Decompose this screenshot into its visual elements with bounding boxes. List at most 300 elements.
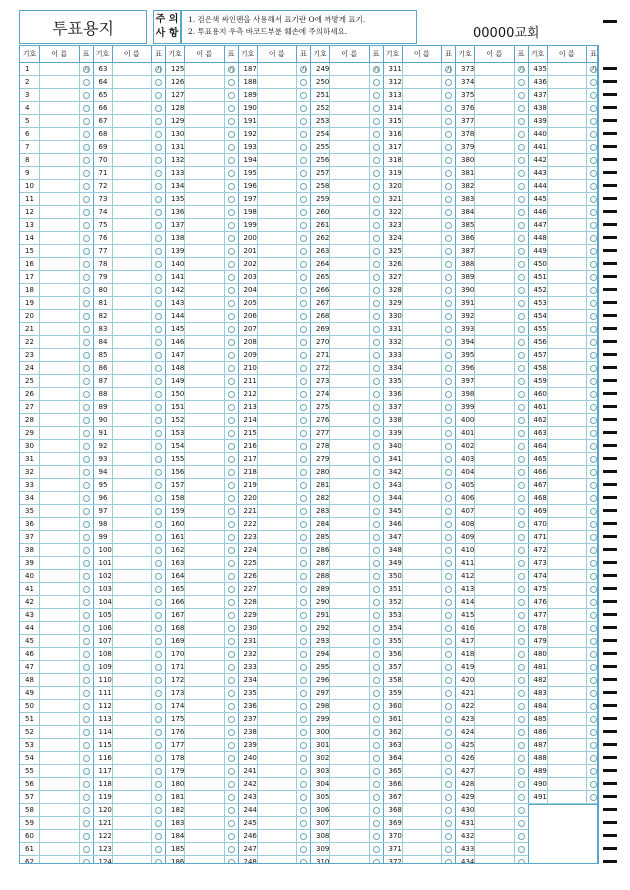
- mark-circle-icon[interactable]: [590, 196, 597, 203]
- mark-cell[interactable]: [514, 739, 528, 751]
- mark-cell[interactable]: [296, 531, 310, 543]
- mark-cell[interactable]: [369, 414, 383, 426]
- mark-circle-icon[interactable]: [590, 287, 597, 294]
- mark-cell[interactable]: [441, 206, 455, 218]
- mark-circle-icon[interactable]: [83, 404, 90, 411]
- mark-circle-icon[interactable]: [373, 79, 380, 86]
- mark-cell[interactable]: [369, 323, 383, 335]
- mark-circle-icon[interactable]: [300, 521, 307, 528]
- mark-cell[interactable]: [441, 570, 455, 582]
- mark-cell[interactable]: [296, 102, 310, 114]
- mark-cell[interactable]: [369, 141, 383, 153]
- mark-circle-icon[interactable]: [445, 859, 452, 865]
- mark-cell[interactable]: [514, 700, 528, 712]
- mark-circle-icon[interactable]: [155, 625, 162, 632]
- mark-circle-icon[interactable]: [83, 521, 90, 528]
- mark-circle-icon[interactable]: [373, 612, 380, 619]
- mark-cell[interactable]: [79, 219, 93, 231]
- mark-circle-icon[interactable]: [445, 677, 452, 684]
- mark-cell[interactable]: [79, 583, 93, 595]
- mark-circle-icon[interactable]: [300, 599, 307, 606]
- mark-circle-icon[interactable]: [373, 404, 380, 411]
- mark-circle-icon[interactable]: [373, 521, 380, 528]
- mark-circle-icon[interactable]: [300, 612, 307, 619]
- mark-cell[interactable]: [224, 726, 238, 738]
- mark-circle-icon[interactable]: [373, 768, 380, 775]
- mark-cell[interactable]: [369, 76, 383, 88]
- mark-circle-icon[interactable]: [518, 391, 525, 398]
- mark-cell[interactable]: [514, 63, 528, 75]
- mark-cell[interactable]: [514, 76, 528, 88]
- mark-circle-icon[interactable]: [83, 573, 90, 580]
- mark-circle-icon[interactable]: [83, 131, 90, 138]
- mark-cell[interactable]: [514, 115, 528, 127]
- mark-circle-icon[interactable]: [83, 742, 90, 749]
- mark-circle-icon[interactable]: [83, 105, 90, 112]
- mark-circle-icon[interactable]: [590, 560, 597, 567]
- mark-circle-icon[interactable]: [373, 274, 380, 281]
- mark-circle-icon[interactable]: [518, 469, 525, 476]
- mark-cell[interactable]: [514, 505, 528, 517]
- mark-circle-icon[interactable]: [590, 300, 597, 307]
- mark-cell[interactable]: [79, 258, 93, 270]
- mark-cell[interactable]: [514, 557, 528, 569]
- mark-cell[interactable]: [369, 596, 383, 608]
- mark-cell[interactable]: [514, 817, 528, 829]
- mark-circle-icon[interactable]: [300, 443, 307, 450]
- mark-cell[interactable]: [369, 310, 383, 322]
- mark-circle-icon[interactable]: [155, 794, 162, 801]
- mark-circle-icon[interactable]: [155, 586, 162, 593]
- mark-circle-icon[interactable]: [373, 456, 380, 463]
- mark-circle-icon[interactable]: [445, 495, 452, 502]
- mark-circle-icon[interactable]: [518, 235, 525, 242]
- mark-cell[interactable]: [441, 557, 455, 569]
- mark-circle-icon[interactable]: [300, 222, 307, 229]
- mark-cell[interactable]: [224, 739, 238, 751]
- mark-cell[interactable]: [441, 778, 455, 790]
- mark-circle-icon[interactable]: [518, 599, 525, 606]
- mark-circle-icon[interactable]: [445, 846, 452, 853]
- mark-circle-icon[interactable]: [445, 781, 452, 788]
- mark-circle-icon[interactable]: [155, 261, 162, 268]
- mark-cell[interactable]: [514, 89, 528, 101]
- mark-cell[interactable]: [224, 791, 238, 803]
- mark-circle-icon[interactable]: [518, 729, 525, 736]
- mark-cell[interactable]: [514, 362, 528, 374]
- mark-circle-icon[interactable]: [228, 820, 235, 827]
- mark-circle-icon[interactable]: [228, 768, 235, 775]
- mark-circle-icon[interactable]: [228, 729, 235, 736]
- mark-cell[interactable]: [441, 414, 455, 426]
- mark-cell[interactable]: [79, 102, 93, 114]
- mark-cell[interactable]: [296, 752, 310, 764]
- mark-circle-icon[interactable]: [300, 261, 307, 268]
- mark-cell[interactable]: [224, 440, 238, 452]
- mark-cell[interactable]: [441, 791, 455, 803]
- mark-cell[interactable]: [369, 726, 383, 738]
- mark-cell[interactable]: [441, 128, 455, 140]
- mark-circle-icon[interactable]: [518, 586, 525, 593]
- mark-cell[interactable]: [224, 570, 238, 582]
- mark-cell[interactable]: [369, 635, 383, 647]
- mark-cell[interactable]: [79, 596, 93, 608]
- mark-cell[interactable]: [441, 505, 455, 517]
- mark-cell[interactable]: [296, 765, 310, 777]
- mark-cell[interactable]: [369, 245, 383, 257]
- mark-cell[interactable]: [514, 622, 528, 634]
- mark-circle-icon[interactable]: [445, 144, 452, 151]
- mark-cell[interactable]: [224, 518, 238, 530]
- mark-cell[interactable]: [441, 180, 455, 192]
- mark-cell[interactable]: [514, 466, 528, 478]
- mark-cell[interactable]: [369, 492, 383, 504]
- mark-cell[interactable]: [441, 401, 455, 413]
- mark-cell[interactable]: [79, 349, 93, 361]
- mark-cell[interactable]: [514, 648, 528, 660]
- mark-cell[interactable]: [224, 648, 238, 660]
- mark-circle-icon[interactable]: [445, 755, 452, 762]
- mark-circle-icon[interactable]: [518, 781, 525, 788]
- mark-circle-icon[interactable]: [300, 482, 307, 489]
- mark-cell[interactable]: [224, 375, 238, 387]
- mark-cell[interactable]: [441, 752, 455, 764]
- mark-cell[interactable]: [514, 284, 528, 296]
- mark-circle-icon[interactable]: [590, 547, 597, 554]
- mark-cell[interactable]: [441, 453, 455, 465]
- mark-cell[interactable]: [441, 713, 455, 725]
- mark-circle-icon[interactable]: [228, 469, 235, 476]
- mark-circle-icon[interactable]: [155, 534, 162, 541]
- mark-circle-icon[interactable]: [83, 443, 90, 450]
- mark-circle-icon[interactable]: [590, 209, 597, 216]
- mark-circle-icon[interactable]: [300, 79, 307, 86]
- mark-cell[interactable]: [441, 76, 455, 88]
- mark-cell[interactable]: [79, 635, 93, 647]
- mark-cell[interactable]: [369, 401, 383, 413]
- mark-cell[interactable]: [151, 154, 165, 166]
- mark-circle-icon[interactable]: [373, 729, 380, 736]
- mark-cell[interactable]: [224, 557, 238, 569]
- mark-cell[interactable]: [296, 544, 310, 556]
- mark-cell[interactable]: [514, 518, 528, 530]
- mark-cell[interactable]: [296, 700, 310, 712]
- mark-cell[interactable]: [151, 388, 165, 400]
- mark-circle-icon[interactable]: [83, 300, 90, 307]
- mark-circle-icon[interactable]: [228, 859, 235, 865]
- mark-cell[interactable]: [441, 63, 455, 75]
- mark-cell[interactable]: [441, 167, 455, 179]
- mark-cell[interactable]: [514, 752, 528, 764]
- mark-circle-icon[interactable]: [445, 300, 452, 307]
- mark-circle-icon[interactable]: [300, 248, 307, 255]
- mark-circle-icon[interactable]: [373, 443, 380, 450]
- mark-cell[interactable]: [296, 180, 310, 192]
- mark-cell[interactable]: [224, 492, 238, 504]
- mark-circle-icon[interactable]: [228, 573, 235, 580]
- mark-cell[interactable]: [369, 466, 383, 478]
- mark-cell[interactable]: [369, 622, 383, 634]
- mark-cell[interactable]: [441, 492, 455, 504]
- mark-cell[interactable]: [151, 674, 165, 686]
- mark-cell[interactable]: [441, 843, 455, 855]
- mark-circle-icon[interactable]: [518, 846, 525, 853]
- mark-circle-icon[interactable]: [228, 144, 235, 151]
- mark-cell[interactable]: [514, 765, 528, 777]
- mark-cell[interactable]: [296, 440, 310, 452]
- mark-circle-icon[interactable]: [155, 560, 162, 567]
- mark-cell[interactable]: [79, 856, 93, 864]
- mark-circle-icon[interactable]: [445, 833, 452, 840]
- mark-cell[interactable]: [296, 206, 310, 218]
- mark-cell[interactable]: [79, 804, 93, 816]
- mark-circle-icon[interactable]: [83, 755, 90, 762]
- mark-circle-icon[interactable]: [300, 677, 307, 684]
- mark-cell[interactable]: [79, 206, 93, 218]
- mark-cell[interactable]: [151, 362, 165, 374]
- mark-cell[interactable]: [224, 245, 238, 257]
- mark-cell[interactable]: [514, 180, 528, 192]
- mark-circle-icon[interactable]: [155, 508, 162, 515]
- mark-cell[interactable]: [151, 791, 165, 803]
- mark-circle-icon[interactable]: [590, 378, 597, 385]
- mark-cell[interactable]: [369, 362, 383, 374]
- mark-circle-icon[interactable]: [445, 131, 452, 138]
- mark-cell[interactable]: [296, 687, 310, 699]
- mark-circle-icon[interactable]: [373, 560, 380, 567]
- mark-cell[interactable]: [441, 271, 455, 283]
- mark-circle-icon[interactable]: [83, 456, 90, 463]
- mark-cell[interactable]: [514, 154, 528, 166]
- mark-circle-icon[interactable]: [155, 495, 162, 502]
- mark-cell[interactable]: [224, 765, 238, 777]
- mark-circle-icon[interactable]: [228, 105, 235, 112]
- mark-circle-icon[interactable]: [445, 443, 452, 450]
- mark-circle-icon[interactable]: [155, 716, 162, 723]
- mark-circle-icon[interactable]: [445, 313, 452, 320]
- mark-circle-icon[interactable]: [300, 456, 307, 463]
- mark-cell[interactable]: [441, 479, 455, 491]
- mark-circle-icon[interactable]: [300, 170, 307, 177]
- mark-circle-icon[interactable]: [155, 183, 162, 190]
- mark-circle-icon[interactable]: [590, 313, 597, 320]
- mark-cell[interactable]: [151, 323, 165, 335]
- mark-cell[interactable]: [441, 648, 455, 660]
- mark-cell[interactable]: [224, 323, 238, 335]
- mark-cell[interactable]: [79, 466, 93, 478]
- mark-circle-icon[interactable]: [445, 651, 452, 658]
- mark-cell[interactable]: [224, 700, 238, 712]
- mark-circle-icon[interactable]: [83, 651, 90, 658]
- mark-cell[interactable]: [296, 635, 310, 647]
- mark-circle-icon[interactable]: [83, 417, 90, 424]
- mark-circle-icon[interactable]: [300, 755, 307, 762]
- mark-cell[interactable]: [151, 427, 165, 439]
- mark-cell[interactable]: [296, 570, 310, 582]
- mark-circle-icon[interactable]: [300, 625, 307, 632]
- mark-circle-icon[interactable]: [373, 807, 380, 814]
- mark-cell[interactable]: [514, 804, 528, 816]
- mark-cell[interactable]: [151, 193, 165, 205]
- mark-cell[interactable]: [151, 752, 165, 764]
- mark-cell[interactable]: [224, 830, 238, 842]
- mark-cell[interactable]: [224, 856, 238, 864]
- mark-circle-icon[interactable]: [373, 144, 380, 151]
- mark-circle-icon[interactable]: [590, 131, 597, 138]
- mark-cell[interactable]: [151, 336, 165, 348]
- mark-cell[interactable]: [514, 856, 528, 864]
- mark-circle-icon[interactable]: [300, 560, 307, 567]
- mark-cell[interactable]: [369, 336, 383, 348]
- mark-circle-icon[interactable]: [228, 703, 235, 710]
- mark-circle-icon[interactable]: [373, 235, 380, 242]
- mark-cell[interactable]: [79, 752, 93, 764]
- mark-cell[interactable]: [369, 648, 383, 660]
- mark-circle-icon[interactable]: [373, 92, 380, 99]
- mark-circle-icon[interactable]: [518, 326, 525, 333]
- mark-circle-icon[interactable]: [445, 183, 452, 190]
- mark-cell[interactable]: [151, 713, 165, 725]
- mark-circle-icon[interactable]: [518, 755, 525, 762]
- mark-cell[interactable]: [224, 583, 238, 595]
- mark-circle-icon[interactable]: [300, 144, 307, 151]
- mark-circle-icon[interactable]: [228, 846, 235, 853]
- mark-circle-icon[interactable]: [590, 729, 597, 736]
- mark-circle-icon[interactable]: [590, 794, 597, 801]
- mark-circle-icon[interactable]: [445, 586, 452, 593]
- mark-circle-icon[interactable]: [83, 79, 90, 86]
- mark-cell[interactable]: [441, 102, 455, 114]
- mark-cell[interactable]: [151, 167, 165, 179]
- mark-cell[interactable]: [441, 856, 455, 864]
- mark-circle-icon[interactable]: [83, 820, 90, 827]
- mark-cell[interactable]: [79, 284, 93, 296]
- mark-circle-icon[interactable]: [590, 612, 597, 619]
- mark-cell[interactable]: [296, 427, 310, 439]
- mark-circle-icon[interactable]: [155, 144, 162, 151]
- mark-circle-icon[interactable]: [228, 300, 235, 307]
- mark-cell[interactable]: [224, 687, 238, 699]
- mark-circle-icon[interactable]: [228, 209, 235, 216]
- mark-cell[interactable]: [369, 609, 383, 621]
- mark-circle-icon[interactable]: [83, 508, 90, 515]
- mark-circle-icon[interactable]: [518, 365, 525, 372]
- mark-cell[interactable]: [369, 271, 383, 283]
- mark-circle-icon[interactable]: [373, 469, 380, 476]
- mark-cell[interactable]: [151, 700, 165, 712]
- mark-circle-icon[interactable]: [228, 742, 235, 749]
- mark-circle-icon[interactable]: [518, 534, 525, 541]
- mark-circle-icon[interactable]: [518, 573, 525, 580]
- mark-cell[interactable]: [296, 258, 310, 270]
- mark-cell[interactable]: [79, 245, 93, 257]
- mark-cell[interactable]: [296, 336, 310, 348]
- mark-circle-icon[interactable]: [445, 209, 452, 216]
- mark-cell[interactable]: [79, 128, 93, 140]
- mark-cell[interactable]: [79, 167, 93, 179]
- mark-cell[interactable]: [79, 492, 93, 504]
- mark-circle-icon[interactable]: [228, 638, 235, 645]
- mark-cell[interactable]: [296, 505, 310, 517]
- mark-cell[interactable]: [369, 765, 383, 777]
- mark-cell[interactable]: [296, 63, 310, 75]
- mark-circle-icon[interactable]: [155, 300, 162, 307]
- mark-circle-icon[interactable]: [373, 508, 380, 515]
- mark-circle-icon[interactable]: [373, 105, 380, 112]
- mark-cell[interactable]: [224, 622, 238, 634]
- mark-circle-icon[interactable]: [373, 170, 380, 177]
- mark-circle-icon[interactable]: [518, 651, 525, 658]
- mark-circle-icon[interactable]: [445, 79, 452, 86]
- mark-cell[interactable]: [79, 843, 93, 855]
- mark-cell[interactable]: [514, 635, 528, 647]
- mark-circle-icon[interactable]: [590, 79, 597, 86]
- mark-cell[interactable]: [224, 232, 238, 244]
- mark-cell[interactable]: [514, 726, 528, 738]
- mark-cell[interactable]: [441, 310, 455, 322]
- mark-circle-icon[interactable]: [590, 430, 597, 437]
- mark-cell[interactable]: [514, 778, 528, 790]
- mark-cell[interactable]: [514, 830, 528, 842]
- mark-cell[interactable]: [224, 453, 238, 465]
- mark-circle-icon[interactable]: [83, 391, 90, 398]
- mark-cell[interactable]: [369, 518, 383, 530]
- mark-cell[interactable]: [369, 427, 383, 439]
- mark-circle-icon[interactable]: [300, 690, 307, 697]
- mark-cell[interactable]: [369, 557, 383, 569]
- mark-circle-icon[interactable]: [445, 365, 452, 372]
- mark-circle-icon[interactable]: [445, 456, 452, 463]
- mark-cell[interactable]: [79, 479, 93, 491]
- mark-cell[interactable]: [369, 531, 383, 543]
- mark-circle-icon[interactable]: [518, 820, 525, 827]
- mark-cell[interactable]: [441, 362, 455, 374]
- mark-circle-icon[interactable]: [155, 404, 162, 411]
- mark-circle-icon[interactable]: [83, 66, 90, 73]
- mark-circle-icon[interactable]: [155, 833, 162, 840]
- mark-cell[interactable]: [224, 388, 238, 400]
- mark-cell[interactable]: [441, 661, 455, 673]
- mark-circle-icon[interactable]: [228, 378, 235, 385]
- mark-cell[interactable]: [224, 713, 238, 725]
- mark-cell[interactable]: [369, 583, 383, 595]
- mark-cell[interactable]: [369, 843, 383, 855]
- mark-cell[interactable]: [79, 401, 93, 413]
- mark-circle-icon[interactable]: [155, 573, 162, 580]
- mark-cell[interactable]: [441, 804, 455, 816]
- mark-cell[interactable]: [224, 193, 238, 205]
- mark-circle-icon[interactable]: [445, 768, 452, 775]
- mark-cell[interactable]: [151, 271, 165, 283]
- mark-circle-icon[interactable]: [373, 261, 380, 268]
- mark-cell[interactable]: [296, 245, 310, 257]
- mark-cell[interactable]: [296, 661, 310, 673]
- mark-circle-icon[interactable]: [373, 664, 380, 671]
- mark-cell[interactable]: [514, 310, 528, 322]
- mark-cell[interactable]: [441, 635, 455, 647]
- mark-circle-icon[interactable]: [83, 222, 90, 229]
- mark-circle-icon[interactable]: [228, 339, 235, 346]
- mark-circle-icon[interactable]: [518, 521, 525, 528]
- mark-cell[interactable]: [151, 583, 165, 595]
- mark-circle-icon[interactable]: [155, 521, 162, 528]
- mark-cell[interactable]: [224, 102, 238, 114]
- mark-cell[interactable]: [514, 401, 528, 413]
- mark-circle-icon[interactable]: [445, 248, 452, 255]
- mark-cell[interactable]: [296, 167, 310, 179]
- mark-cell[interactable]: [151, 765, 165, 777]
- mark-circle-icon[interactable]: [83, 482, 90, 489]
